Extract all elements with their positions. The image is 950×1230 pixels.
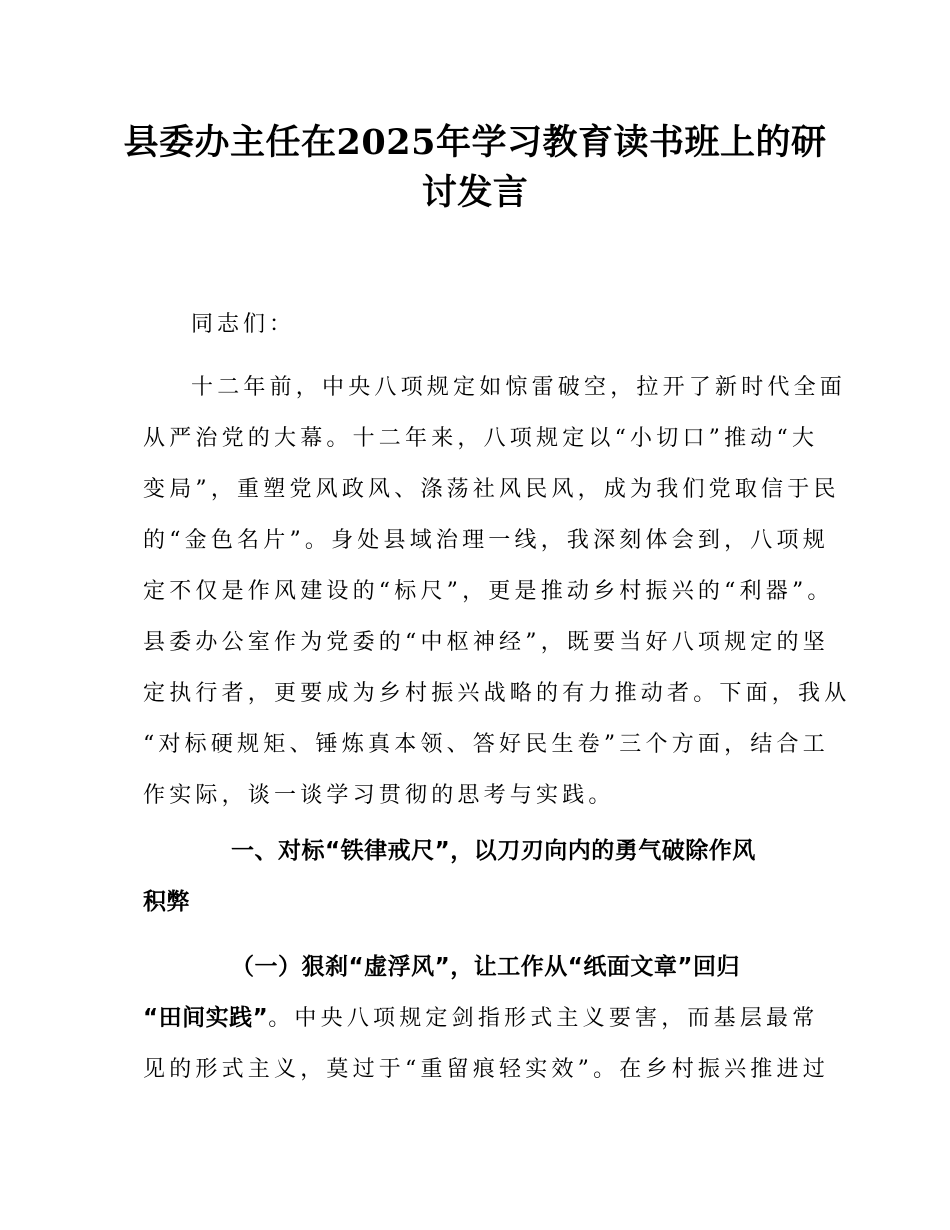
paragraph-intro xyxy=(143,362,851,821)
subsection-heading-tail: “田间实践” xyxy=(143,1005,269,1031)
subsection-line xyxy=(143,993,823,1044)
title-line-1: 县委办主任在2025年学习教育读书班上的研 xyxy=(123,122,827,163)
greeting: 同志们： xyxy=(191,312,296,337)
section-heading-line: 积弊 xyxy=(143,889,190,915)
subsection-heading-line: （一）狠刹“虚浮风”，让工作从“纸面文章”回归 xyxy=(231,954,740,980)
paragraph-line: 定不仅是作风建设的“标尺”，更是推动乡村振兴的“利器”。 xyxy=(143,579,834,604)
paragraph-line: 十二年前，中央八项规定如惊雷破空，拉开了新时代全面 xyxy=(191,375,847,400)
paragraph-line: 作实际，谈一谈学习贯彻的思考与实践。 xyxy=(143,783,615,808)
paragraph-line: 县委办公室作为党委的“中枢神经”，既要当好八项规定的坚 xyxy=(143,630,829,655)
paragraph-line: 定执行者，更要成为乡村振兴战略的有力推动者。下面，我从 xyxy=(143,681,851,706)
paragraph-line: 的“金色名片”。身处县域治理一线，我深刻体会到，八项规 xyxy=(143,528,829,553)
paragraph-line: 变局”，重塑党风政风、涤荡社风民风，成为我们党取信于民 xyxy=(143,477,840,502)
subsection-line: 见的形式主义，莫过于“重留痕轻实效”。在乡村振兴推进过 xyxy=(143,1057,829,1082)
document-title xyxy=(120,118,830,218)
section-heading-1 xyxy=(143,826,823,928)
subsection-text: 。中央八项规定剑指形式主义要害，而基层最常 xyxy=(268,1006,819,1031)
title-line-2: 讨发言 xyxy=(421,172,529,213)
paragraph-line: 从严治党的大幕。十二年来，八项规定以“小切口”推动“大 xyxy=(143,426,819,451)
subsection-1 xyxy=(143,942,829,1095)
section-heading-line: 一、对标“铁律戒尺”，以刀刃向内的勇气破除作风 xyxy=(231,838,756,864)
paragraph-line: “对标硬规矩、锤炼真本领、答好民生卷”三个方面，结合工 xyxy=(143,732,829,757)
